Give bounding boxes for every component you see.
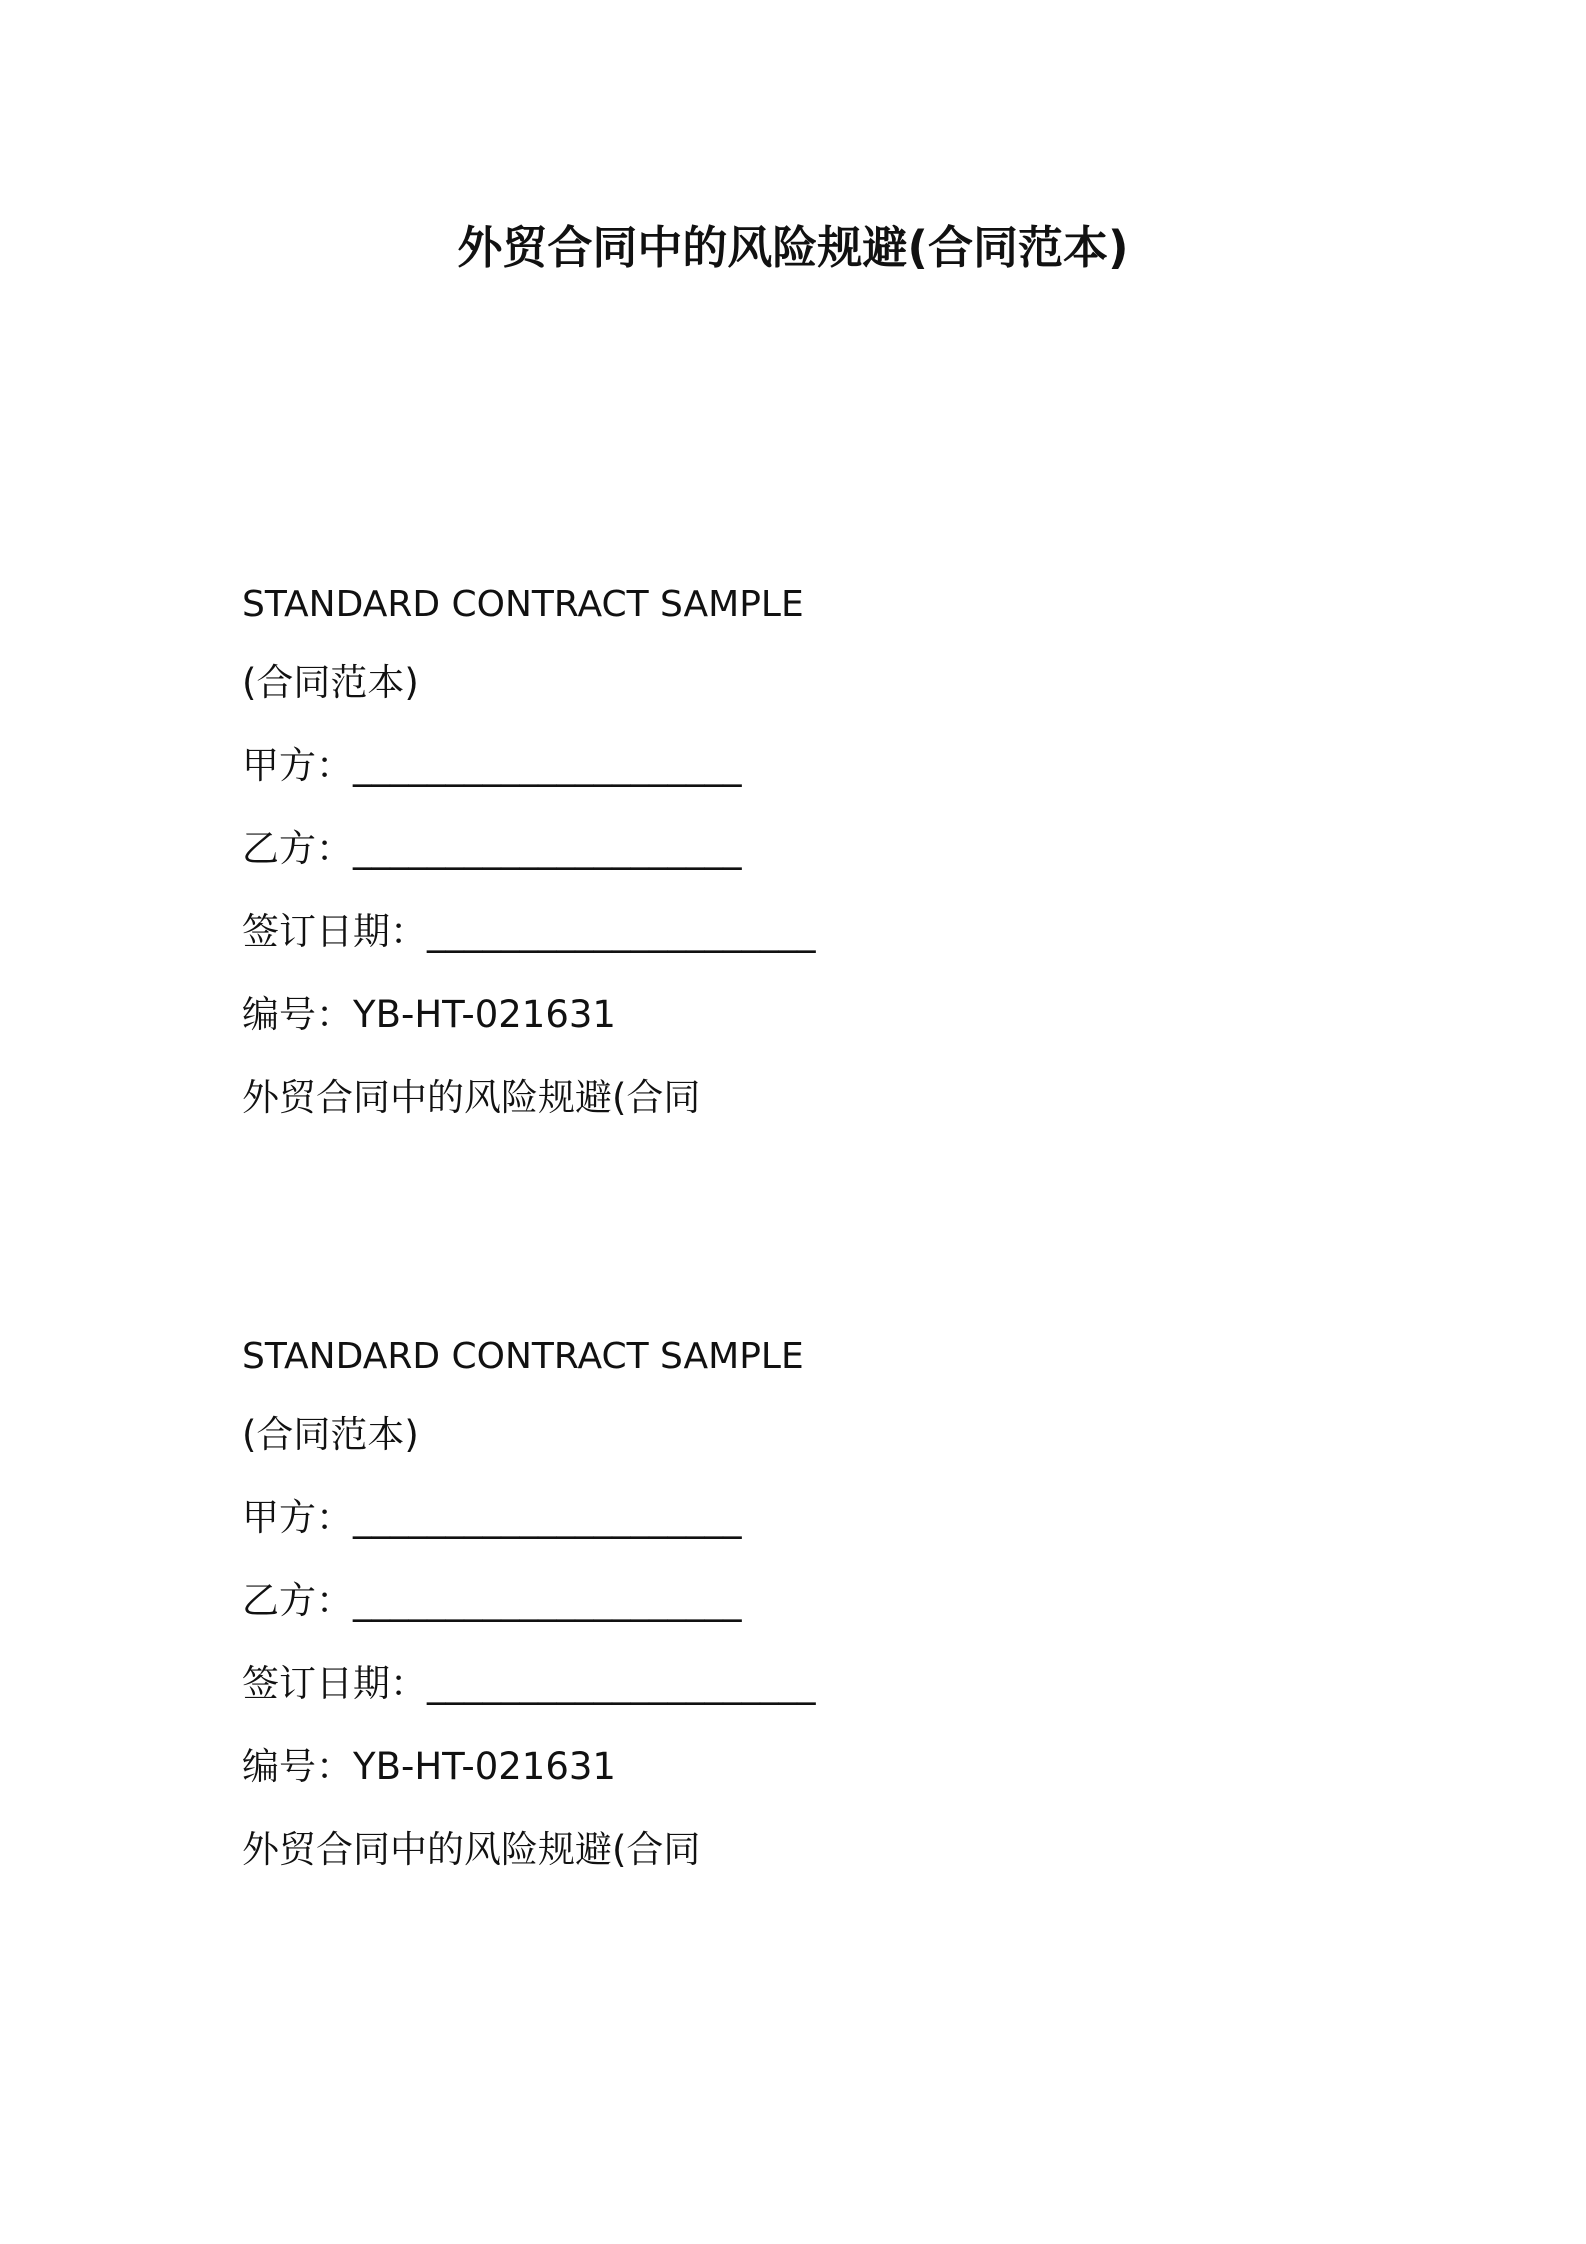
party-a-line: 甲方：_____________________ xyxy=(242,744,742,787)
contract-footer-text: 外贸合同中的风险规避(合同 xyxy=(242,1828,701,1871)
contract-footer-text: 外贸合同中的风险规避(合同 xyxy=(242,1076,701,1119)
party-b-line: 乙方：_____________________ xyxy=(242,1579,742,1622)
contract-subheading: (合同范本) xyxy=(242,1413,419,1456)
sign-date-line: 签订日期：_____________________ xyxy=(242,1662,816,1705)
contract-number: 编号：YB-HT-021631 xyxy=(242,1745,616,1788)
document-title: 外贸合同中的风险规避(合同范本) xyxy=(457,221,1129,274)
contract-heading: STANDARD CONTRACT SAMPLE xyxy=(242,1336,804,1377)
sign-date-line: 签订日期：_____________________ xyxy=(242,910,816,953)
party-b-line: 乙方：_____________________ xyxy=(242,827,742,870)
party-a-line: 甲方：_____________________ xyxy=(242,1496,742,1539)
contract-heading: STANDARD CONTRACT SAMPLE xyxy=(242,584,804,625)
contract-subheading: (合同范本) xyxy=(242,661,419,704)
contract-number: 编号：YB-HT-021631 xyxy=(242,993,616,1036)
